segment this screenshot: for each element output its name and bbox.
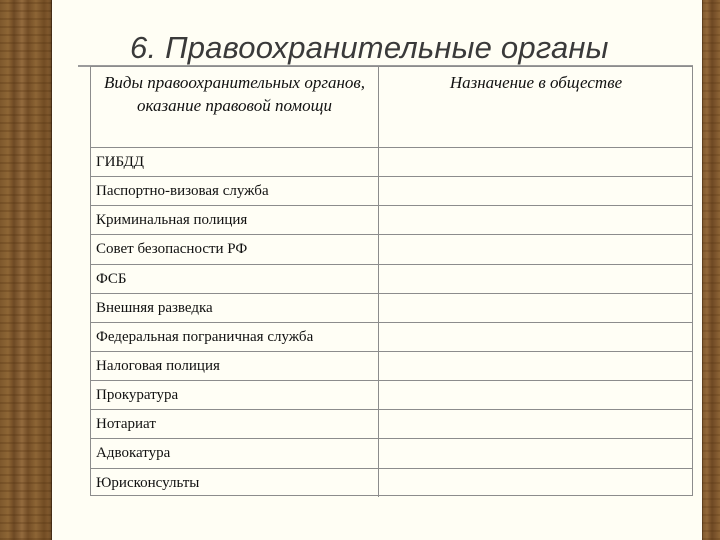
purpose-cell — [379, 410, 693, 438]
table-header-row — [91, 67, 692, 147]
purpose-cell — [379, 469, 693, 497]
table-row — [91, 409, 692, 438]
purpose-cell — [379, 439, 693, 467]
organ-name-cell: Налоговая полиция — [91, 352, 379, 380]
organ-name-cell: Внешняя разведка — [91, 294, 379, 322]
organ-name-cell: Юрисконсульты — [91, 469, 379, 497]
purpose-cell — [379, 352, 693, 380]
organ-name-cell: Криминальная полиция — [91, 206, 379, 234]
organs-table — [90, 66, 693, 496]
table-row — [91, 322, 692, 351]
table-row — [91, 176, 692, 205]
table-row — [91, 468, 692, 497]
purpose-cell — [379, 177, 693, 205]
organ-name-cell: Федеральная пограничная служба — [91, 323, 379, 351]
table-row — [91, 380, 692, 409]
decorative-wood-border-right — [702, 0, 720, 540]
purpose-cell — [379, 323, 693, 351]
table-row — [91, 264, 692, 293]
organ-name-cell: Прокуратура — [91, 381, 379, 409]
slide-title: 6. Правоохранительные органы — [130, 30, 609, 65]
organ-name-cell: ФСБ — [91, 265, 379, 293]
purpose-cell — [379, 206, 693, 234]
purpose-cell — [379, 265, 693, 293]
organ-name-cell: Совет безопасности РФ — [91, 235, 379, 263]
organ-name-cell: Нотариат — [91, 410, 379, 438]
purpose-cell — [379, 381, 693, 409]
table-row — [91, 293, 692, 322]
column-header-purpose: Назначение в обществе — [449, 73, 623, 92]
organ-name-cell: Адвокатура — [91, 439, 379, 467]
organ-name-cell: ГИБДД — [91, 148, 379, 176]
purpose-cell — [379, 148, 693, 176]
purpose-cell — [379, 294, 693, 322]
table-row — [91, 351, 692, 380]
table-row — [91, 234, 692, 263]
table-row — [91, 205, 692, 234]
table-row — [91, 147, 692, 176]
decorative-wood-border-left — [0, 0, 52, 540]
purpose-cell — [379, 235, 693, 263]
table-row — [91, 438, 692, 467]
organ-name-cell: Паспортно-визовая служба — [91, 177, 379, 205]
column-header-organ-types: Виды правоохранительных органов, оказание правовой помощи — [91, 67, 379, 147]
